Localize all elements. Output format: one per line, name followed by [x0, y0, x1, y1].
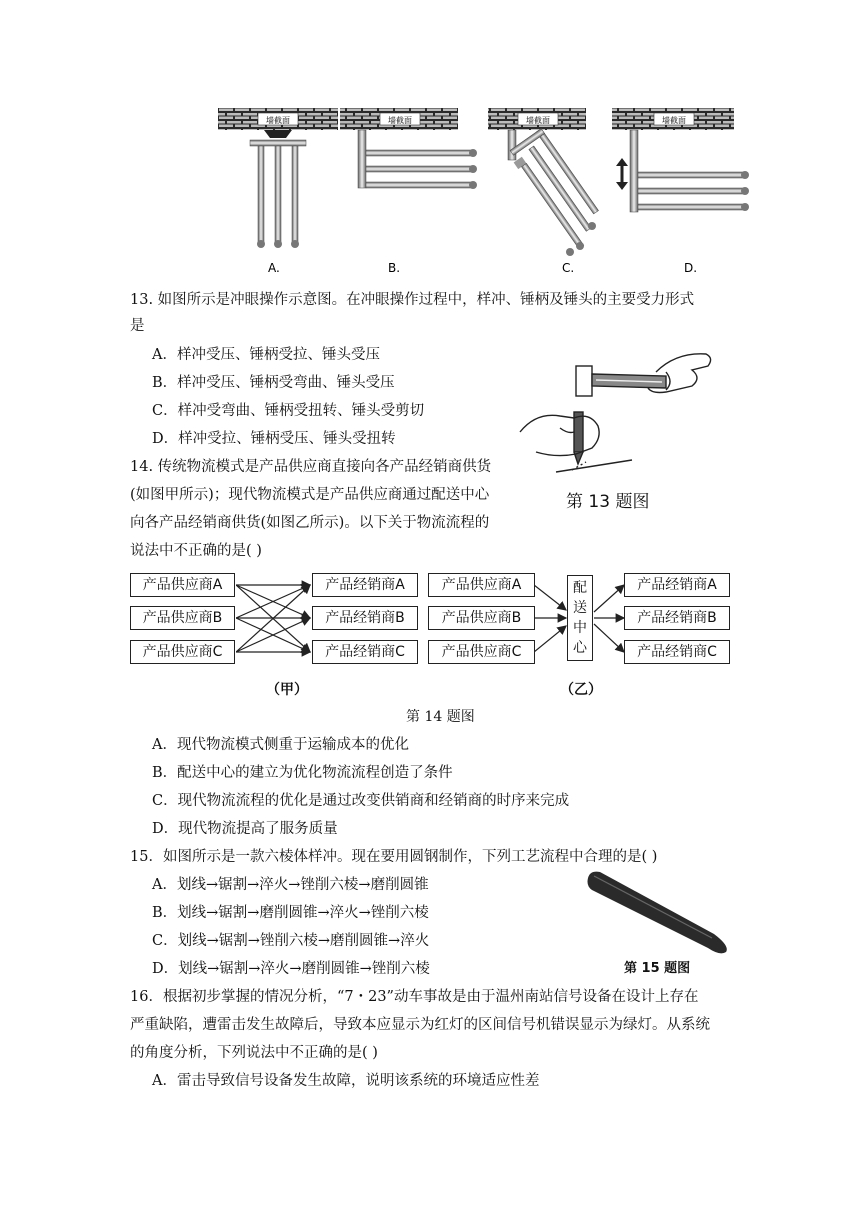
q14-stem-line3: 向各产品经销商供货(如图乙所示)。以下关于物流流程的: [130, 515, 490, 531]
jia-arrows: [236, 570, 312, 670]
q15-option-d[interactable]: D．划线→锯割→淬火→磨削圆锥→锉削六棱: [152, 961, 430, 977]
q13-option-a[interactable]: A．样冲受压、锤柄受拉、锤头受压: [152, 347, 380, 363]
yi-dealer-a: 产品经销商A: [624, 573, 730, 597]
q14-stem-line1: 14. 传统物流模式是产品供应商直接向各产品经销商供货: [130, 459, 492, 475]
fig12-diagram: [210, 104, 760, 276]
fig12-label-b: B.: [388, 261, 401, 275]
wall-label: 墙截面: [266, 116, 290, 125]
fig12-label-a: A.: [268, 261, 280, 275]
jia-dealer-c: 产品经销商C: [312, 640, 418, 664]
fig12-label-d: D.: [684, 261, 698, 275]
q16-stem-line2: 严重缺陷，遭雷击发生故障后，导致本应显示为红灯的区间信号机错误显示为绿灯。从系统: [130, 1017, 710, 1033]
fig12-label-c: C.: [562, 261, 575, 275]
double-arrow-icon: [616, 158, 628, 190]
q14-figure-caption: 第 14 题图: [406, 709, 475, 725]
q16-option-a[interactable]: A．雷击导致信号设备发生故障，说明该系统的环境适应性差: [152, 1073, 540, 1089]
q14-option-c[interactable]: C．现代物流流程的优化是通过改变供销商和经销商的时序来完成: [152, 793, 570, 809]
wall-label: 墙截面: [526, 116, 550, 125]
label-yi: （乙）: [560, 682, 602, 698]
q16-stem-line1: 16．根据初步掌握的情况分析，“7・23”动车事故是由于温州南站信号设备在设计上存在: [130, 989, 699, 1005]
jia-dealer-b: 产品经销商B: [312, 606, 418, 630]
q14-stem-line2: (如图甲所示)；现代物流模式是产品供应商通过配送中心: [130, 487, 490, 503]
q15-option-c[interactable]: C．划线→锯割→锉削六棱→磨削圆锥→淬火: [152, 933, 430, 949]
q13-option-c[interactable]: C．样冲受弯曲、锤柄受扭转、锤头受剪切: [152, 403, 425, 419]
jia-supplier-b: 产品供应商B: [130, 606, 235, 630]
q16-stem-line3: 的角度分析，下列说法中不正确的是( ): [130, 1045, 378, 1061]
yi-supplier-b: 产品供应商B: [428, 606, 535, 630]
center-char: 配: [573, 580, 587, 596]
q13-stem-line1: 13. 如图所示是冲眼操作示意图。在冲眼操作过程中，样冲、锤柄及锤头的主要受力形式: [130, 292, 695, 308]
center-char: 送: [573, 600, 587, 616]
jia-supplier-c: 产品供应商C: [130, 640, 235, 664]
yi-dealer-b: 产品经销商B: [624, 606, 730, 630]
center-char: 中: [573, 620, 587, 636]
center-char: 心: [573, 640, 587, 656]
q15-option-b[interactable]: B．划线→锯割→磨削圆锥→淬火→锉削六棱: [152, 905, 429, 921]
q13-punching-illustration: [516, 342, 716, 482]
q13-option-b[interactable]: B．样冲受压、锤柄受弯曲、锤头受压: [152, 375, 395, 391]
q14-option-b[interactable]: B．配送中心的建立为优化物流流程创造了条件: [152, 765, 453, 781]
q15-figure-caption: 第 15 题图: [624, 961, 691, 976]
q13-option-d[interactable]: D．样冲受拉、锤柄受压、锤头受扭转: [152, 431, 396, 447]
q13-figure-caption: 第 13 题图: [566, 492, 650, 512]
hexagonal-punch-illustration: [584, 868, 734, 958]
wall-label: 墙截面: [388, 116, 412, 125]
jia-supplier-a: 产品供应商A: [130, 573, 235, 597]
q15-stem: 15．如图所示是一款六棱体样冲。现在要用圆钢制作，下列工艺流程中合理的是( ): [130, 849, 658, 865]
q15-option-a[interactable]: A．划线→锯割→淬火→锉削六棱→磨削圆锥: [152, 877, 429, 893]
fig12-option-a: [218, 108, 338, 275]
fig12-option-c: [488, 108, 610, 275]
label-jia: （甲）: [266, 682, 308, 698]
jia-dealer-a: 产品经销商A: [312, 573, 418, 597]
q14-stem-line4: 说法中不正确的是( ): [130, 543, 262, 559]
yi-supplier-c: 产品供应商C: [428, 640, 535, 664]
yi-supplier-a: 产品供应商A: [428, 573, 535, 597]
fig12-option-b: [340, 108, 477, 275]
q14-option-d[interactable]: D．现代物流提高了服务质量: [152, 821, 338, 837]
wall-label: 墙截面: [662, 116, 686, 125]
q13-stem-line2: 是: [130, 318, 145, 334]
fig12-option-d: [612, 108, 749, 275]
yi-arrows: [534, 570, 626, 670]
q14-option-a[interactable]: A．现代物流模式侧重于运输成本的优化: [152, 737, 409, 753]
yi-dealer-c: 产品经销商C: [624, 640, 730, 664]
